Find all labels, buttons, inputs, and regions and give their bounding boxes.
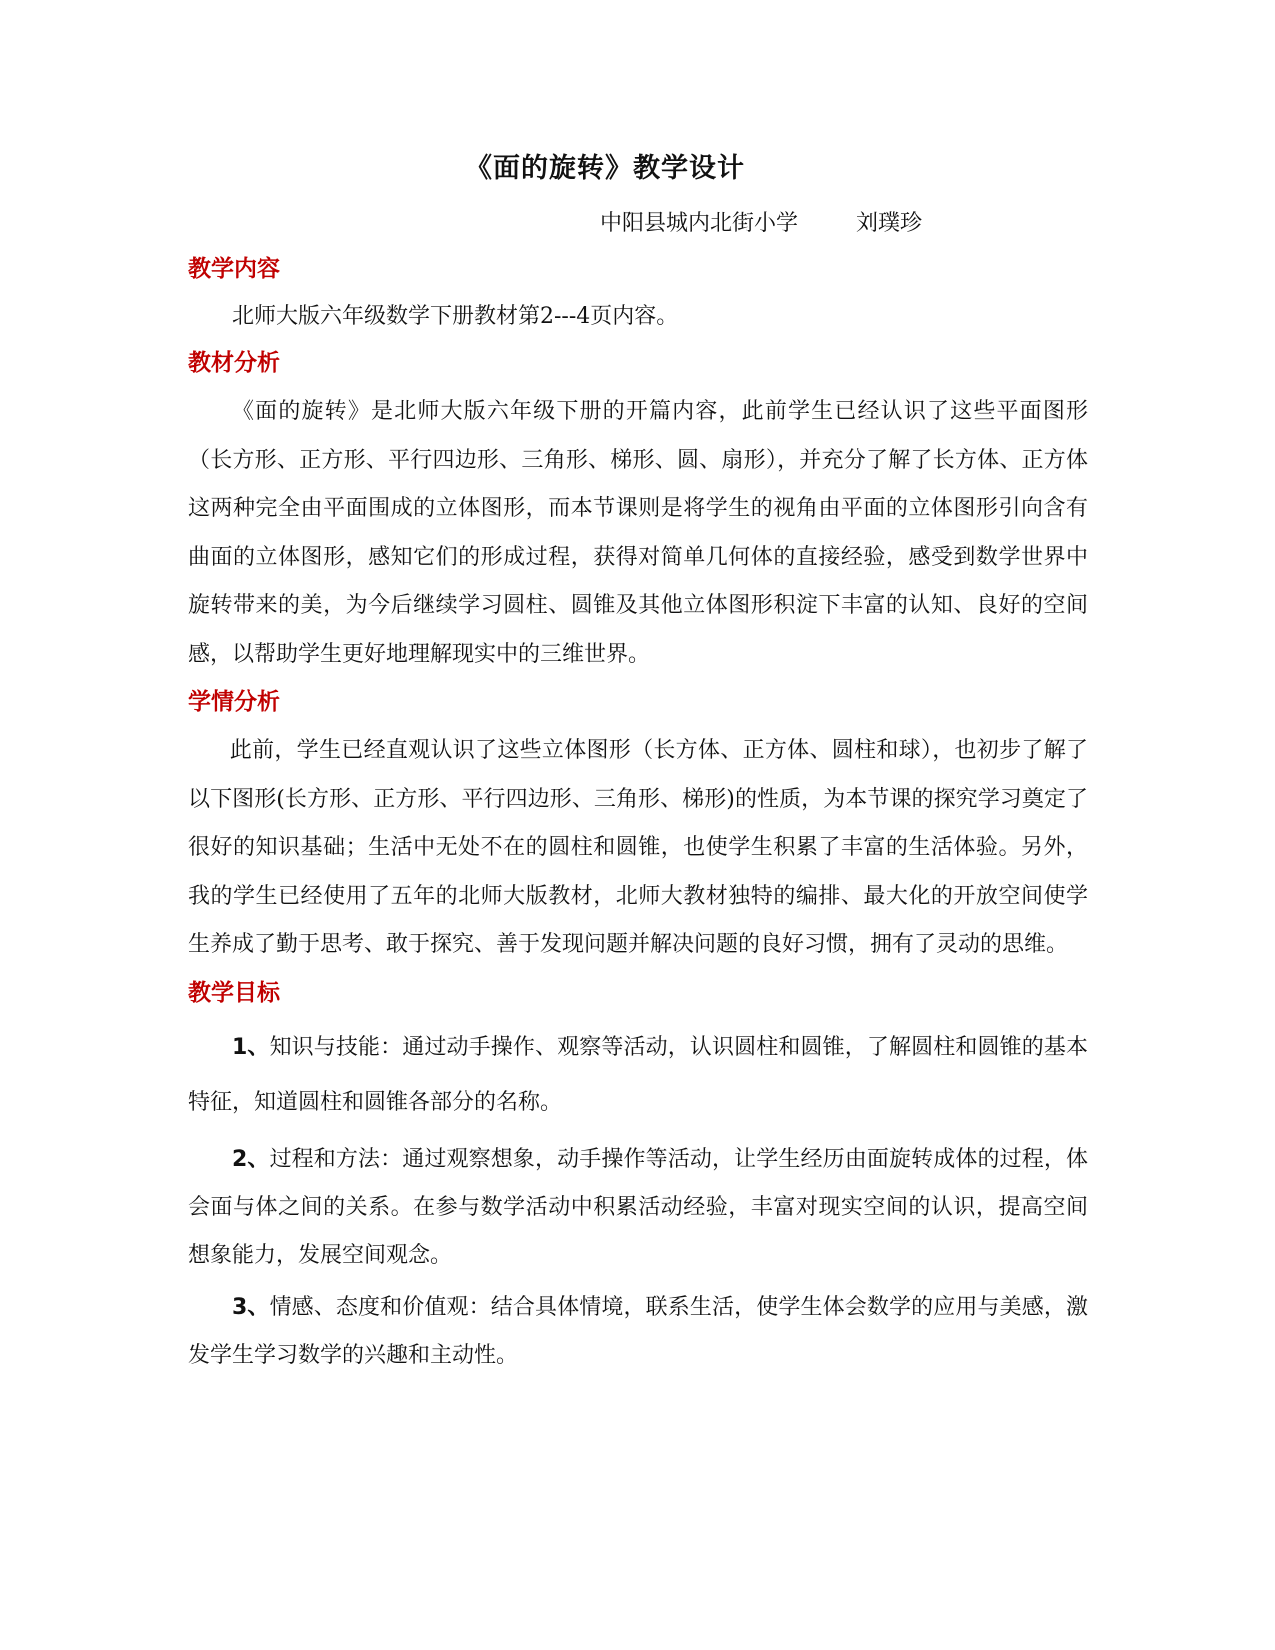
goal-item-2 <box>188 1136 1088 1280</box>
school-name: 中阳县城内北街小学 <box>600 211 799 236</box>
document-title: 《面的旋转》教学设计 <box>465 153 745 184</box>
heading-teaching-goals: 教学目标 <box>188 979 280 1006</box>
paragraph-textbook-analysis: 《面的旋转》是北师大版六年级下册的开篇内容，此前学生已经认识了这些平面图形（长方形、正方形、平行四边形、三角形、梯形、圆、扇形），并充分了解了长方体、正方体这两种完全由平面围成的立体图形，而本节课则是将学生的视角由平面的立体图形引向含有曲面的立体图形，感知它们的形成过程，获得对简单几何体的直接经验，感受到数学世界中旋转带来的美，为今后继续学习圆柱、圆锥及其他立体图形积淀下丰富的认知、良好的空间感，以帮助学生更好地理解现实中的三维世界。 <box>188 399 1088 667</box>
goal-item-3 <box>188 1284 1088 1380</box>
heading-teaching-content: 教学内容 <box>188 256 280 282</box>
goal-text: 情感、态度和价值观：结合具体情境，联系生活，使学生体会数学的应用与美感，激发学生学习数学的兴趣和主动性。 <box>188 1294 1088 1368</box>
goal-number: 1、 <box>232 1034 270 1060</box>
goal-item-1 <box>188 1020 1088 1130</box>
goal-number: 3、 <box>232 1294 270 1320</box>
goal-text: 知识与技能：通过动手操作、观察等活动，认识圆柱和圆锥，了解圆柱和圆锥的基本特征，知道圆柱和圆锥各部分的名称。 <box>188 1034 1088 1115</box>
byline <box>600 206 922 237</box>
paragraph-teaching-content: 北师大版六年级数学下册教材第2---4页内容。 <box>232 304 679 329</box>
author-name: 刘璞珍 <box>856 211 923 236</box>
heading-student-analysis: 学情分析 <box>188 689 280 715</box>
heading-textbook-analysis: 教材分析 <box>188 350 280 376</box>
goal-text: 过程和方法：通过观察想象，动手操作等活动，让学生经历由面旋转成体的过程，体会面与体之间的关系。在参与数学活动中积累活动经验，丰富对现实空间的认识，提高空间想象能力，发展空间观念。 <box>188 1146 1088 1268</box>
goal-number: 2、 <box>232 1146 270 1172</box>
document-body <box>188 252 1088 1380</box>
paragraph-student-analysis: 此前，学生已经直观认识了这些立体图形（长方体、正方体、圆柱和球），也初步了解了以下图形(长方形、正方形、平行四边形、三角形、梯形)的性质，为本节课的探究学习奠定了很好的知识基础；生活中无处不在的圆柱和圆锥，也使学生积累了丰富的生活体验。另外，我的学生已经使用了五年的北师大版教材，北师大教材独特的编排、最大化的开放空间使学生养成了勤于思考、敢于探究、善于发现问题并解决问题的良好习惯，拥有了灵动的思维。 <box>188 738 1088 957</box>
